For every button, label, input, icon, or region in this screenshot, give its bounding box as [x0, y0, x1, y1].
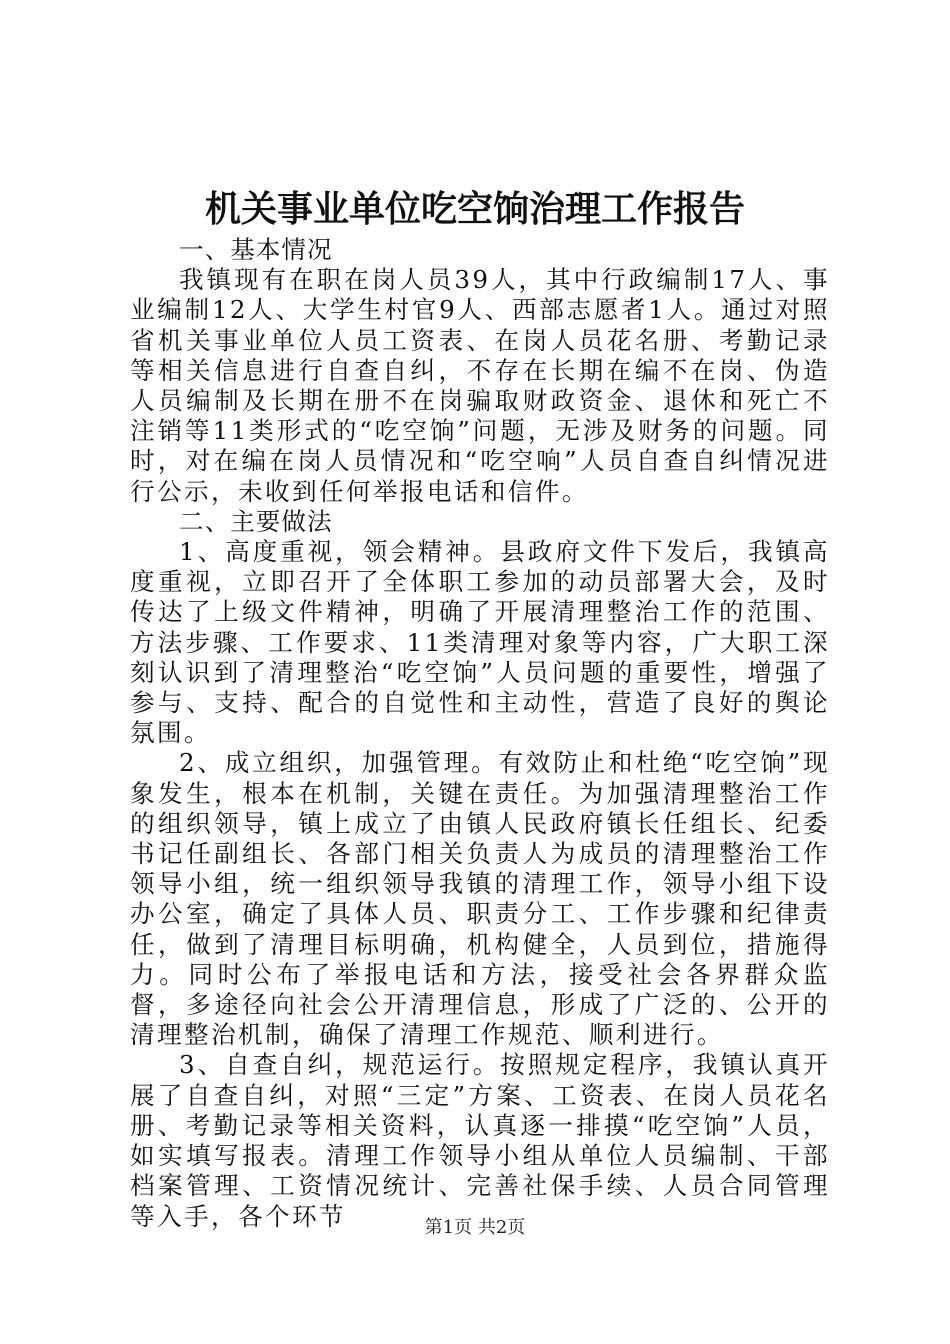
- paragraph-method-1: 1、高度重视，领会精神。县政府文件下发后，我镇高度重视，立即召开了全体职工参加的动员部署大会，及时传达了上级文件精神，明确了开展清理整治工作的范围、方法步骤、工作要求、11类清理对象等内容，广大职工深刻认识到了清理整治“吃空饷”人员问题的重要性，增强了参与、支持、配合的自觉性和主动性，营造了良好的舆论氛围。: [130, 537, 830, 748]
- section-heading-methods: 二、主要做法: [179, 506, 333, 536]
- document-body: [130, 235, 830, 1232]
- document-title: 机关事业单位吃空饷治理工作报告: [204, 188, 745, 230]
- paragraph-method-3: 3、自查自纠，规范运行。按照规定程序，我镇认真开展了自查自纠，对照“三定”方案、工资表、在岗人员花名册、考勤记录等相关资料，认真逐一排摸“吃空饷”人员，如实填写报表。清理工作领导小组从单位人员编制、干部档案管理、工资情况统计、完善社保手续、人员合同管理等入手，各个环节: [130, 1050, 830, 1231]
- page-footer: 第1页 共2页: [424, 1217, 526, 1238]
- section-heading-basic: 一、基本情况: [179, 235, 333, 264]
- paragraph-basic-situation: 我镇现有在职在岗人员39人，其中行政编制17人、事业编制12人、大学生村官9人、西部志愿者1人。通过对照省机关事业单位人员工资表、在岗人员花名册、考勤记录等相关信息进行自查自纠，不存在长期在编不在岗、伪造人员编制及长期在册不在岗骗取财政资金、退休和死亡不注销等11类形式的“吃空饷”问题，无涉及财务的问题。同时，对在编在岗人员情况和“吃空响”人员自查自纠情况进行公示，未收到任何举报电话和信件。: [130, 265, 830, 506]
- paragraph-method-2: 2、成立组织，加强管理。有效防止和杜绝“吃空饷”现象发生，根本在机制，关键在责任。为加强清理整治工作的组织领导，镇上成立了由镇人民政府镇长任组长、纪委书记任副组长、各部门相关负责人为成员的清理整治工作领导小组，统一组织领导我镇的清理工作，领导小组下设办公室，确定了具体人员、职责分工、工作步骤和纪律责任，做到了清理目标明确，机构健全，人员到位，措施得力。同时公布了举报电话和方法，接受社会各界群众监督，多途径向社会公开清理信息，形成了广泛的、公开的清理整治机制，确保了清理工作规范、顺利进行。: [130, 748, 830, 1050]
